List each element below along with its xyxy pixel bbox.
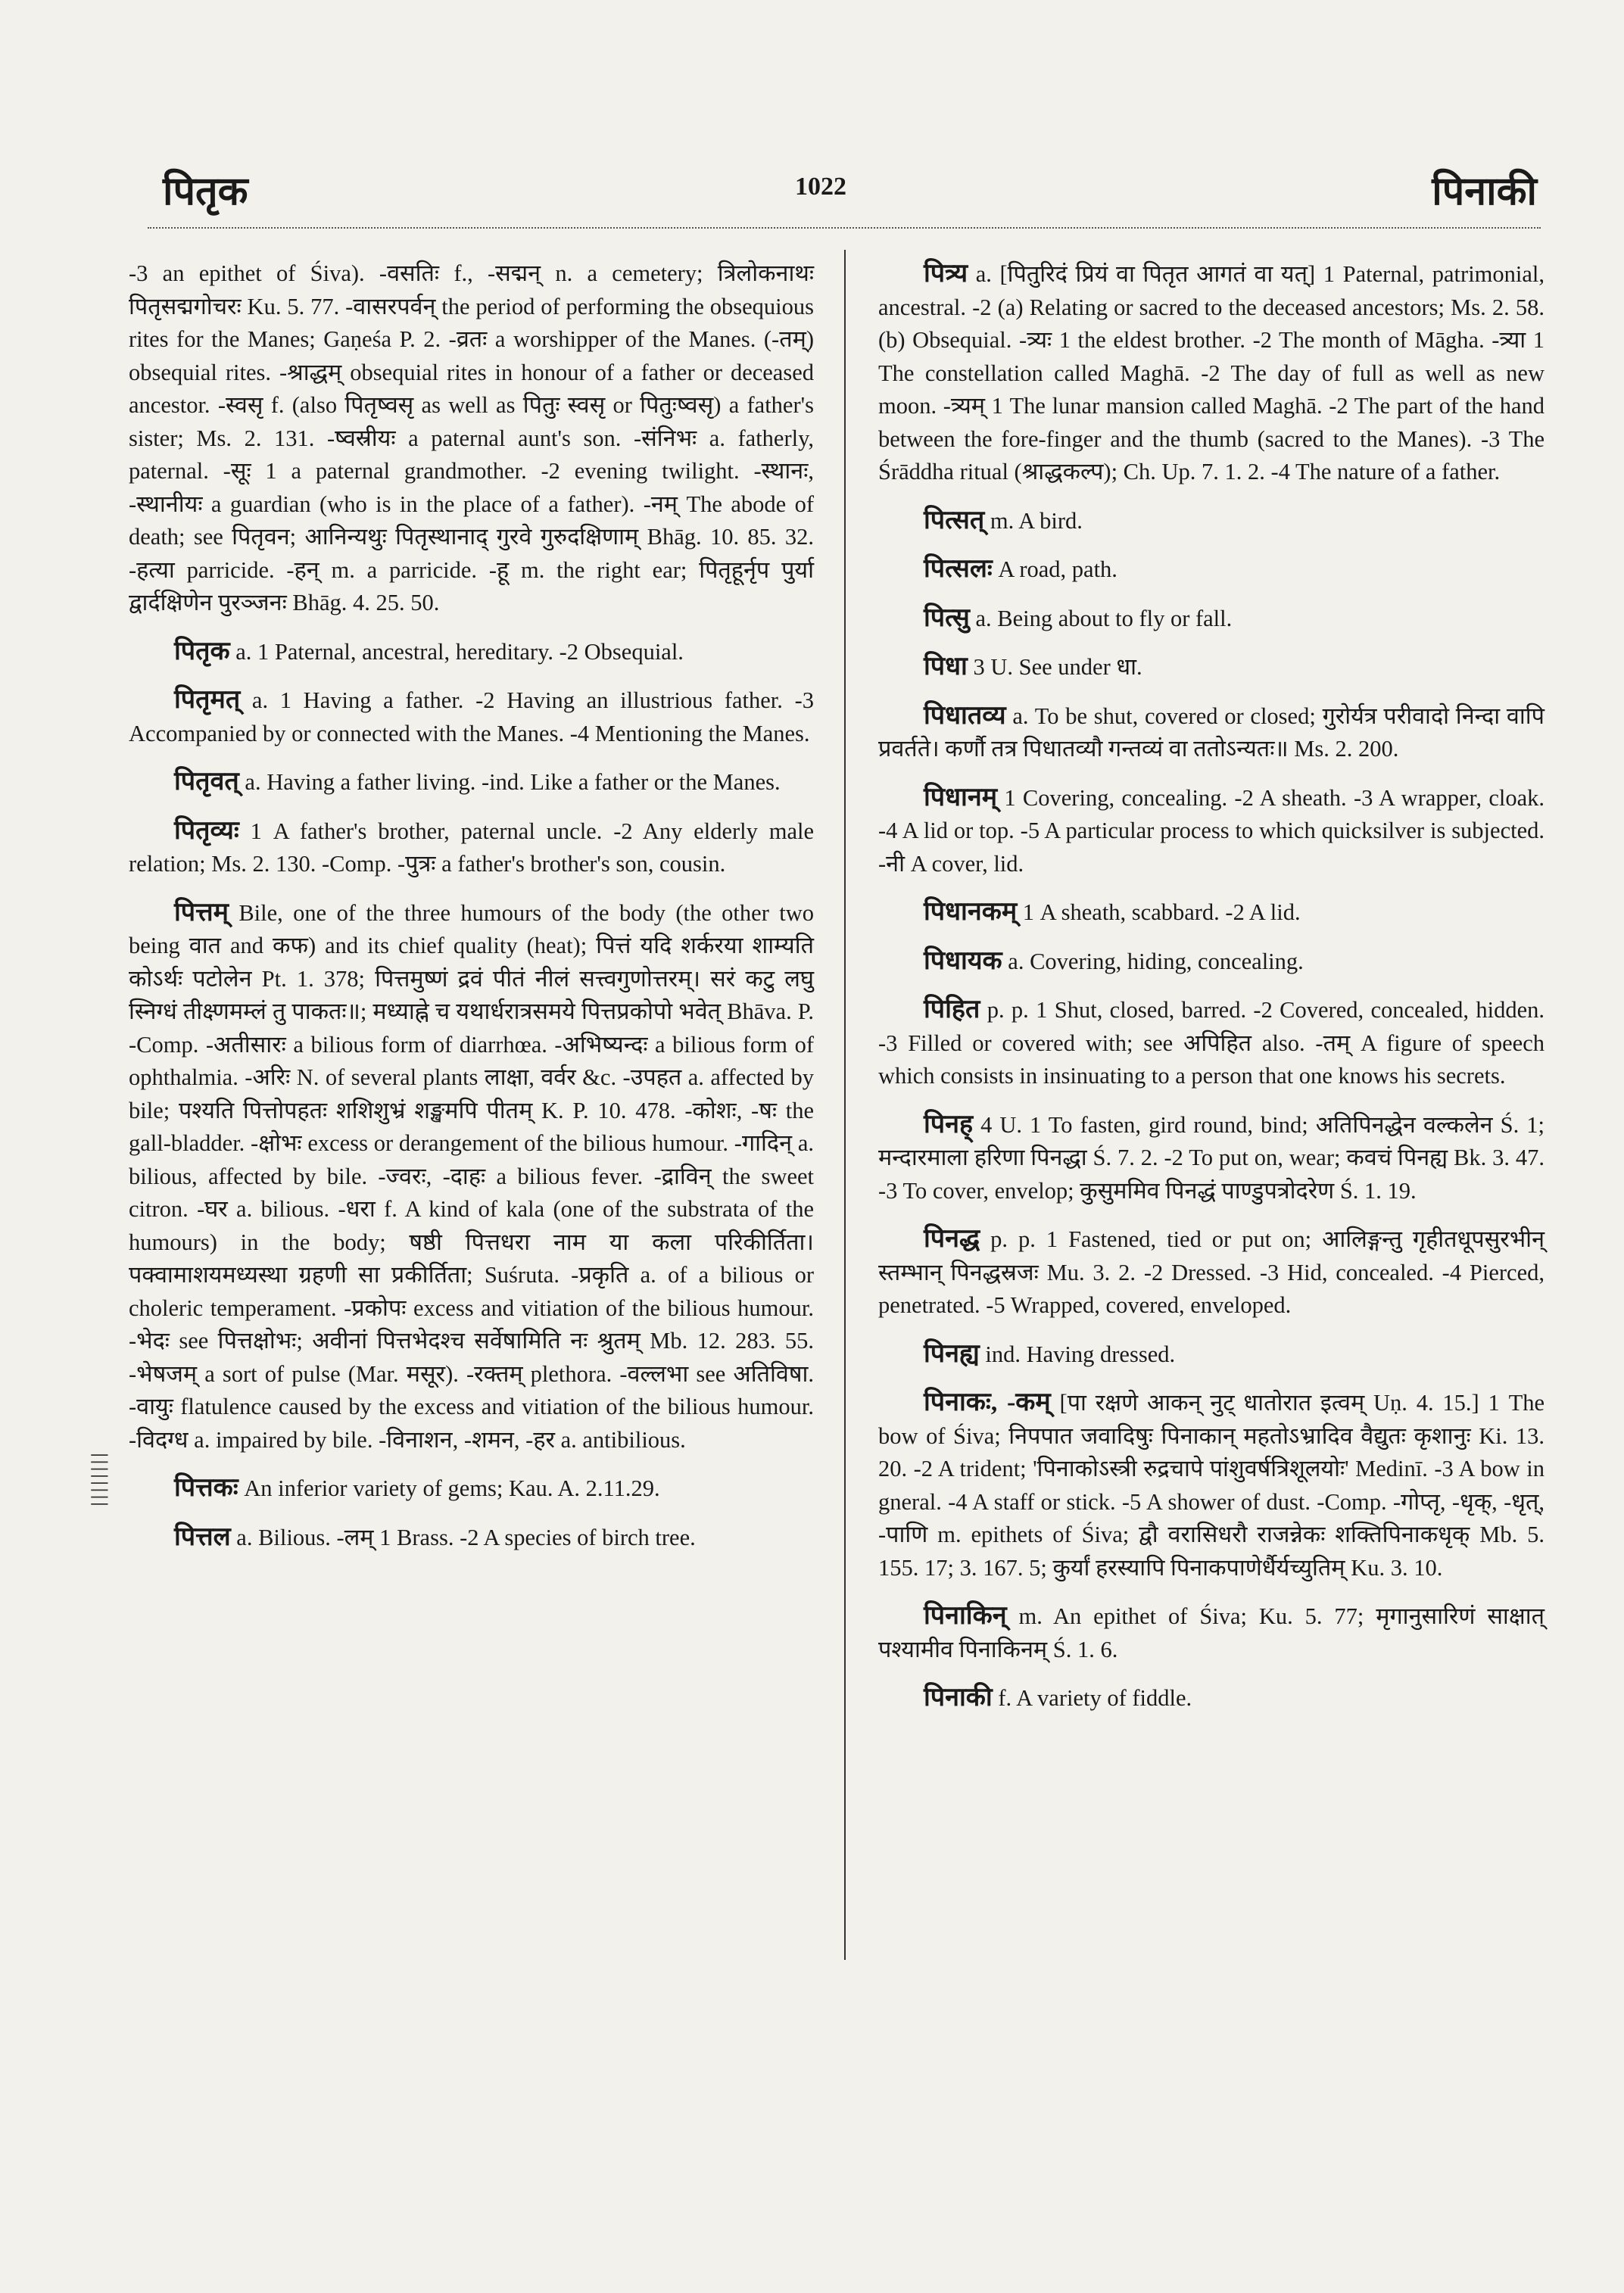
dictionary-entry (878, 1223, 1545, 1323)
entry-headword: पित्तम् (174, 898, 229, 927)
entry-definition: a. Bilious. -लम् 1 Brass. -2 A species of birch tree. (230, 1524, 696, 1550)
entry-headword: पितृवत् (174, 768, 239, 796)
entry-headword: पितृमत् (174, 686, 241, 714)
dictionary-entry (129, 896, 814, 1457)
entry-headword: पित्तल (174, 1522, 231, 1551)
dictionary-entry (878, 1386, 1545, 1584)
entry-headword: पिहित (924, 995, 980, 1023)
entry-definition: 1 A father's brother, paternal uncle. -2 Any elderly male relation; Ms. 2. 130. -Comp. -पुत्रः a father's brother's son, cousin. (129, 818, 814, 877)
entry-definition: a. Being about to fly or fall. (969, 605, 1233, 631)
entry-definition: [पा रक्षणे आकन् नुट् धातोरात इत्वम् Uṇ. 4. 15.] 1 The bow of Śiva; निपपात जवादिषुः पिनाकान् महतोऽभ्रादिव वैद्युतः कृशानुः Ki. 13. 20. -2 A trident; 'पिनाकोऽस्त्री रुद्रचापे पांशुवर्षत्रिशूलयोः' Medinī. -3 A bow in gneral. -4 A staff or stick. -5 A shower of dust. -Comp. -गोप्तृ, -धृक्, -धृत्, -पाणि m. epithets of Śiva; द्वौ वरासिधरौ राजन्नेकः शक्तिपिनाकधृक् Mb. 5. 155. 17; 3. 167. 5; कुर्यां हरस्यापि पिनाकपाणेर्धैर्यच्युतिम् Ku. 3. 10. (878, 1390, 1545, 1581)
column-divider (844, 250, 846, 1960)
entry-definition: a. To be shut, covered or closed; गुरोर्यत्र परीवादो निन्दा वापि प्रवर्तते। कर्णौ तत्र पिधातव्यौ गन्तव्यं वा ततोऽन्यतः॥ Ms. 2. 200. (878, 703, 1545, 762)
entry-headword: पित्तकः (174, 1474, 238, 1502)
dictionary-entry (129, 684, 814, 750)
margin-mark: |||||||| (90, 1450, 110, 1506)
entry-headword: पिधायक (924, 946, 1002, 975)
entry-headword: पित्सलः (924, 555, 993, 583)
entry-definition: a. Covering, hiding, concealing. (1002, 948, 1304, 974)
entry-definition: f. A variety of fiddle. (992, 1685, 1192, 1711)
dictionary-entry (878, 1338, 1545, 1372)
entry-headword: पिधानकम् (924, 898, 1018, 926)
entry-headword: पित्सत् (924, 506, 985, 534)
dictionary-entry (878, 699, 1545, 766)
entry-definition: 1 A sheath, scabbard. -2 A lid. (1017, 899, 1301, 925)
dictionary-entry (129, 1521, 814, 1555)
header-rule (148, 227, 1541, 229)
entry-headword: पिनाकी (924, 1684, 993, 1712)
dictionary-entry (878, 993, 1545, 1093)
right-column (878, 257, 1545, 1731)
entry-headword: पित्र्य (924, 260, 968, 288)
dictionary-entry (878, 553, 1545, 587)
page-number: 1022 (795, 173, 846, 201)
dictionary-entry (129, 1472, 814, 1506)
entry-headword: पितृव्यः (174, 816, 239, 845)
entry-definition: Bile, one of the three humours of the body (the other two being वात and कफ) and its chief quality (heat); पित्तं यदि शर्करया शाम्यति कोऽर्थः पटोलेन Pt. 1. 378; पित्तमुष्णं द्रवं पीतं नीलं सत्त्वगुणोत्तरम्। सरं कटु लघु स्निग्धं तीक्ष्णमम्लं तु पाकतः॥; मध्याह्ने च यथार्धरात्रसमये पित्तप्रकोपो भवेत् Bhāva. P. -Comp. -अतीसारः a bilious form of diarrhœa. -अभिष्यन्दः a bilious form of ophthalmia. -अरिः N. of several plants लाक्षा, वर्वर &c. -उपहत a. affected by bile; पश्यति पित्तोपहतः शशिशुभ्रं शङ्खमपि पीतम् K. P. 10. 478. -कोशः, -षः the gall-bladder. -क्षोभः excess or derangement of the bilious humour. -गादिन् a. bilious, affected by bile. -ज्वरः, -दाहः a bilious fever. -द्राविन् the sweet citron. -घर a. bilious. -धरा f. A kind of kala (one of the substrata of the humours) in the body; षष्ठी पित्तधरा नाम या कला परिकीर्तिता। पक्वामाशयमध्यस्था ग्रहणी सा प्रकीर्तिता; Suśruta. -प्रकृति a. of a bilious or choleric temperament. -प्रकोपः excess and vitiation of the bilious humour. -भेदः see पित्तक्षोभः; अवीनां पित्तभेदश्च सर्वेषामिति नः श्रुतम् Mb. 12. 283. 55. -भेषजम् a sort of pulse (Mar. मसूर). -रक्तम् plethora. -वल्लभा see अतिविषा. -वायुः flatulence caused by the excess and vitiation of the bilious humour. -विदग्ध a. impaired by bile. -विनाशन, -शमन, -हर a. antibilious. (129, 899, 814, 1453)
entry-headword: पिनद्ध (924, 1225, 980, 1253)
entry-headword: पिनह्य (924, 1339, 980, 1368)
dictionary-entry (878, 1681, 1545, 1715)
entry-definition: A road, path. (992, 556, 1117, 582)
entry-definition: 4 U. 1 To fasten, gird round, bind; अतिपिनद्धेन वल्कलेन Ś. 1; मन्दारमाला हरिणा पिनद्धा Ś. 7. 2. -2 To put on, wear; कवचं पिनह्य Bk. 3. 47. -3 To cover, envelop; कुसुममिव पिनद्धं पाण्डुपत्रोदरेण Ś. 1. 19. (878, 1111, 1545, 1204)
entry-definition: m. An epithet of Śiva; Ku. 5. 77; मृगानुसारिणं साक्षात् पश्यामीव पिनाकिनम् Ś. 1. 6. (878, 1603, 1545, 1662)
left-column (129, 257, 814, 1569)
entry-definition: a. Having a father living. -ind. Like a father or the Manes. (238, 769, 781, 795)
entry-definition: -3 an epithet of Śiva). -वसतिः f., -सद्मन् n. a cemetery; त्रिलोकनाथः पितृसद्मगोचरः Ku. 5. 77. -वासरपर्वन् the period of performing the obsequious rites for the Manes; Gaṇeśa P. 2. -व्रतः a worshipper of the Manes. (-तम्) obsequial rites. -श्राद्धम् obsequial rites in honour of a father or deceased ancestor. -स्वसृ f. (also पितृष्वसृ as well as पितुः स्वसृ or पितुःष्वसृ) a father's sister; Ms. 2. 131. -ष्वस्रीयः a paternal aunt's son. -संनिभः a. fatherly, paternal. -सूः 1 a paternal grandmother. -2 evening twilight. -स्थानः, -स्थानीयः a guardian (who is in the place of a father). -नम् The abode of death; see पितृवन; आनिन्यथुः पितृस्थानाद् गुरवे गुरुदक्षिणाम् Bhāg. 10. 85. 32. -हत्या parricide. -हन् m. a parricide. -हू m. the right ear; पितृहूर्नृप पुर्या द्वार्दक्षिणेन पुरञ्जनः Bhāg. 4. 25. 50. (129, 260, 814, 615)
dictionary-entry (878, 602, 1545, 636)
entry-definition: p. p. 1 Fastened, tied or put on; आलिङ्गन्तु गृहीतधूपसुरभीन् स्तम्भान् पिनद्धस्रजः Mu. 3. 2. -2 Dressed. -3 Hid, concealed. -4 Pierced, penetrated. -5 Wrapped, covered, enveloped. (878, 1226, 1545, 1318)
entry-definition: a. 1 Having a father. -2 Having an illustrious father. -3 Accompanied by or connected with the Manes. -4 Mentioning the Manes. (129, 687, 814, 746)
entry-headword: पिधा (924, 653, 968, 681)
entry-headword: पिनाकिन् (924, 1602, 1007, 1630)
entry-definition: a. [पितुरिदं प्रियं वा पितृत आगतं वा यत्] 1 Paternal, patrimonial, ancestral. -2 (a) Relating or sacred to the deceased ancestors; Ms. 2. 58. (b) Obsequial. -त्र्यः 1 the eldest brother. -2 The month of Māgha. -त्र्या 1 The constellation called Maghā. -2 The day of full as well as new moon. -त्र्यम् 1 The lunar mansion called Maghā. -2 The part of the hand between the fore-finger and the thumb (sacred to the Manes). -3 The Śrāddha ritual (श्राद्धकल्प); Ch. Up. 7. 1. 2. -4 The nature of a father. (878, 261, 1545, 484)
dictionary-entry (878, 896, 1545, 930)
entry-definition: a. 1 Paternal, ancestral, hereditary. -2 Obsequial. (229, 638, 684, 665)
dictionary-entry (878, 1108, 1545, 1208)
entry-definition: 3 U. See under धा. (967, 654, 1142, 680)
dictionary-entry (878, 945, 1545, 979)
entry-definition: 1 Covering, concealing. -2 A sheath. -3 A wrapper, cloak. -4 A lid or top. -5 A particular process to which quicksilver is subjected. -नी A cover, lid. (878, 784, 1545, 877)
dictionary-entry (129, 635, 814, 669)
dictionary-entry (129, 815, 814, 881)
entry-definition: p. p. 1 Shut, closed, barred. -2 Covered, concealed, hidden. -3 Filled or covered with; see अपिहित also. -तम् A figure of speech which consists in insinuating to a person that one knows his secrets. (878, 997, 1545, 1089)
header-right-guideword: पिनाकी (1432, 170, 1537, 213)
header-left-guideword: पितृक (163, 170, 248, 213)
dictionary-entry (878, 781, 1545, 881)
dictionary-entry (129, 765, 814, 799)
entry-definition: m. A bird. (984, 507, 1083, 534)
entry-definition: An inferior variety of gems; Kau. A. 2.11.29. (238, 1475, 660, 1501)
dictionary-entry (129, 257, 814, 620)
dictionary-entry (878, 257, 1545, 489)
entry-headword: पिनह् (924, 1110, 974, 1139)
dictionary-entry (878, 650, 1545, 684)
entry-headword: पित्सु (924, 603, 970, 632)
entry-headword: पितृक (174, 637, 230, 665)
entry-headword: पिधातव्य (924, 701, 1006, 730)
entry-headword: पिधानम् (924, 783, 998, 812)
dictionary-entry (878, 504, 1545, 538)
entry-definition: ind. Having dressed. (979, 1341, 1176, 1367)
entry-headword: पिनाकः, -कम् (924, 1388, 1051, 1416)
dictionary-entry (878, 1600, 1545, 1666)
